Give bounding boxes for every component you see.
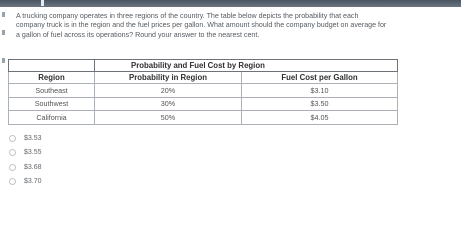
table-row [9, 111, 398, 125]
radio-button[interactable] [9, 135, 16, 142]
table-cell-probability: 20% [95, 84, 242, 98]
table-row [9, 84, 398, 98]
side-marker [2, 30, 5, 35]
answer-option-label: $3.55 [24, 149, 42, 157]
probability-table [8, 59, 398, 125]
column-header: Probability in Region [95, 72, 242, 84]
table-cell-region: California [9, 111, 95, 125]
table-cell-region: Southwest [9, 97, 95, 111]
answer-option-label: $3.53 [24, 134, 42, 142]
table-cell-region: Southeast [9, 84, 95, 98]
side-marker [2, 58, 5, 63]
question-line: a gallon of fuel across its operations? Round your answer to the nearest cent. [16, 30, 260, 39]
table-cell-fuel-cost: $3.50 [242, 97, 398, 111]
radio-button[interactable] [9, 178, 16, 185]
table-cell-fuel-cost: $3.10 [242, 84, 398, 98]
question-line: company truck is in the region and the fuel prices per gallon. What amount should the company budget on average for [16, 21, 387, 30]
question-line: A trucking company operates in three regions of the country. The table below depicts the probability that each [16, 12, 359, 20]
radio-button[interactable] [9, 164, 16, 171]
table-title: Probability and Fuel Cost by Region [95, 60, 398, 72]
question-text [16, 12, 456, 40]
table-row [9, 97, 398, 111]
table-cell-fuel-cost: $4.05 [242, 111, 398, 125]
top-bar-marker [41, 0, 44, 6]
answer-option-label: $3.70 [24, 178, 42, 186]
table-cell-probability: 30% [95, 97, 242, 111]
answer-option[interactable] [9, 131, 42, 146]
answer-option-label: $3.68 [24, 163, 42, 171]
table-title-spacer [9, 60, 95, 72]
column-header: Region [9, 72, 95, 84]
column-header: Fuel Cost per Gallon [242, 72, 398, 84]
answer-option[interactable] [9, 146, 42, 161]
table-cell-probability: 50% [95, 111, 242, 125]
answer-option[interactable] [9, 175, 42, 190]
answer-option[interactable] [9, 160, 42, 175]
side-marker [2, 12, 5, 17]
top-bar [0, 0, 461, 7]
answer-options [9, 131, 42, 189]
radio-button[interactable] [9, 149, 16, 156]
